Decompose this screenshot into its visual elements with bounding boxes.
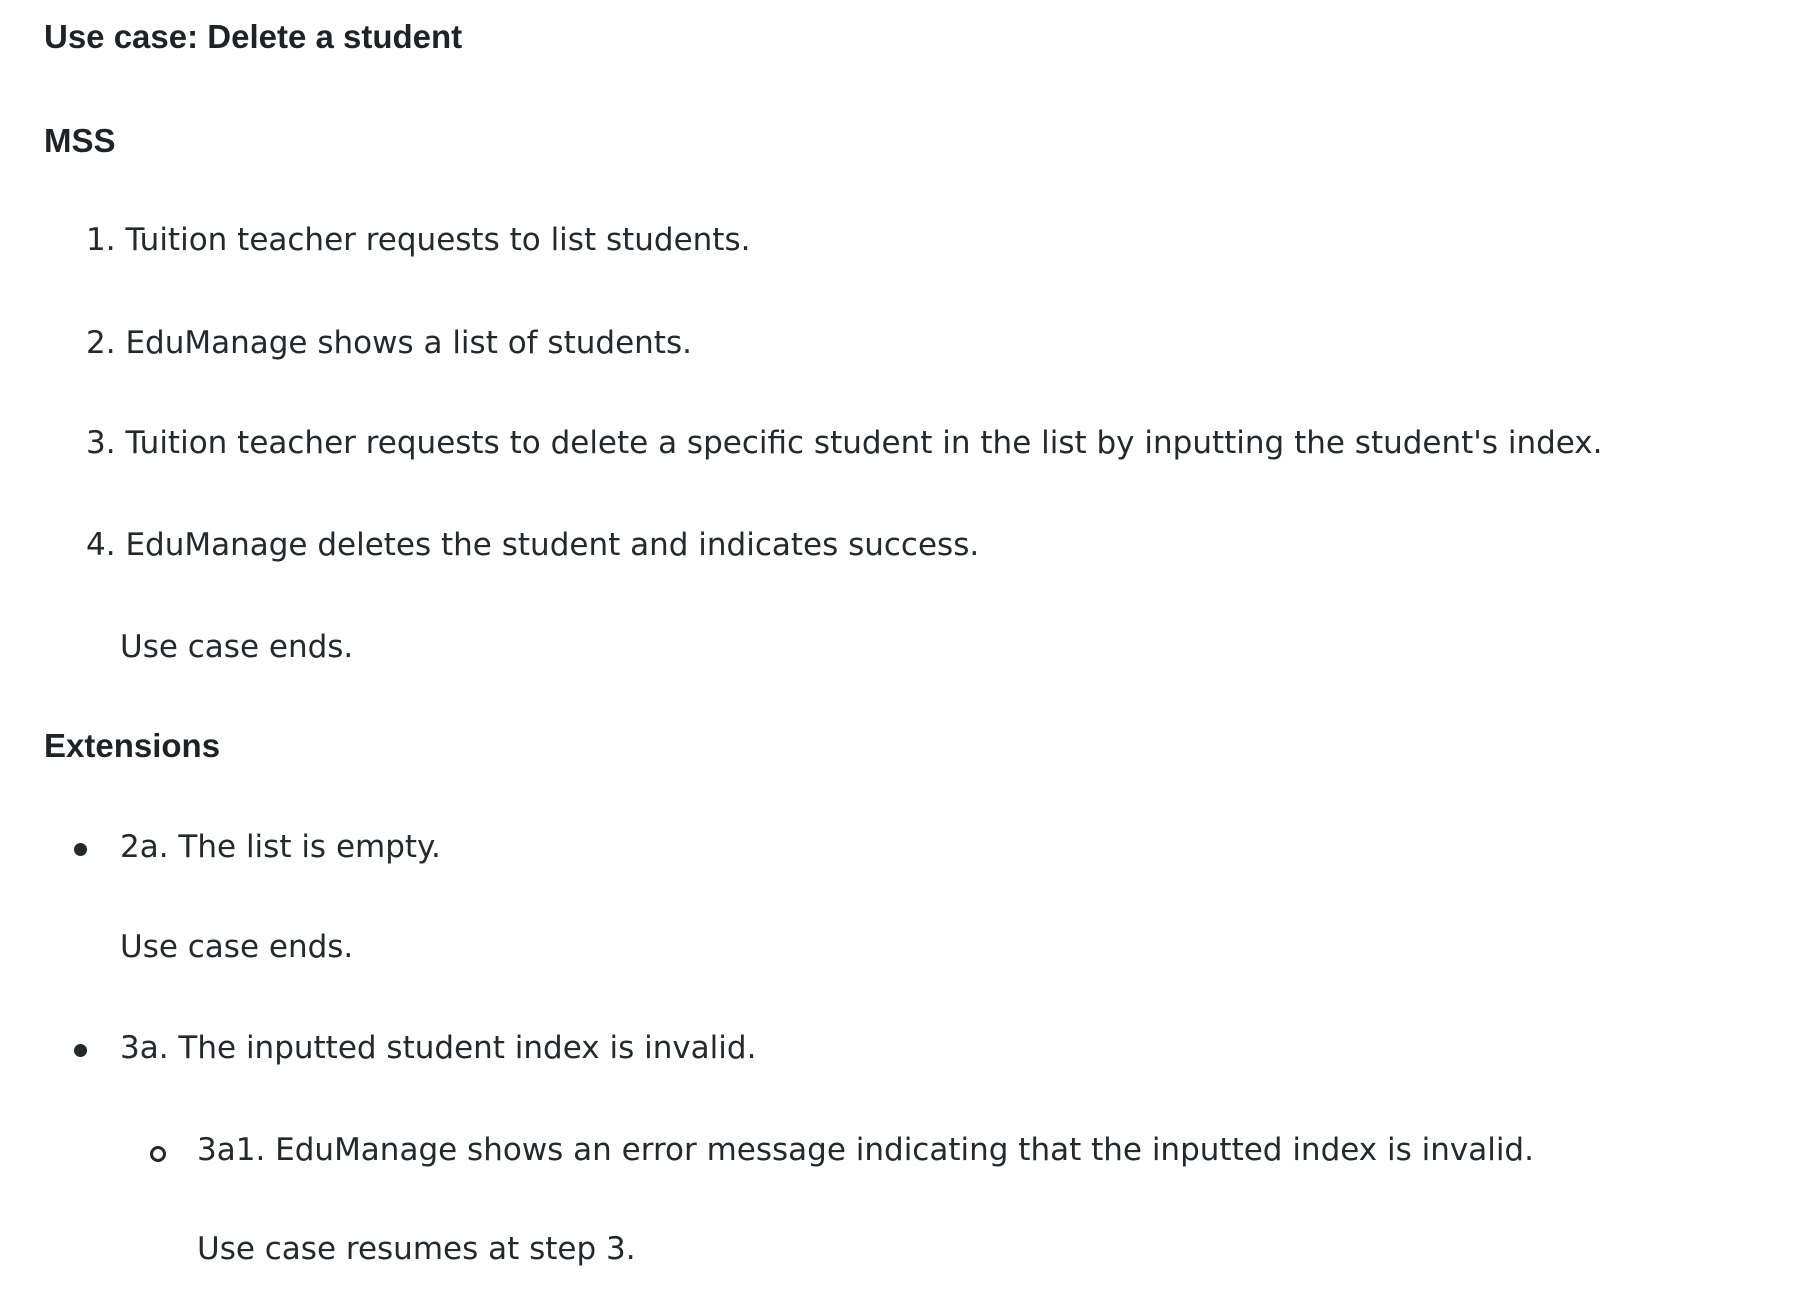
extension-item: 2a. The list is empty. (120, 829, 441, 865)
step-number: 3. (86, 425, 116, 461)
step-text: EduManage deletes the student and indicates success. (125, 527, 980, 563)
step-number: 4. (86, 527, 116, 563)
extension-note: Use case ends. (120, 929, 354, 965)
step-number: 1. (86, 222, 116, 258)
extension-sub-item: 3a1. EduManage shows an error message indicating that the inputted index is invalid. (197, 1132, 1534, 1168)
mss-step (86, 325, 692, 361)
use-case-title: Use case: Delete a student (44, 18, 463, 55)
step-text: Tuition teacher requests to list students. (125, 222, 751, 258)
extension-item: 3a. The inputted student index is invalid. (120, 1030, 757, 1066)
step-text: EduManage shows a list of students. (125, 325, 692, 361)
extension-sub-note: Use case resumes at step 3. (197, 1231, 636, 1267)
mss-step (86, 222, 750, 258)
step-text: Tuition teacher requests to delete a specific student in the list by inputting the student's index. (125, 425, 1603, 461)
extensions-heading: Extensions (44, 727, 221, 764)
bullet-icon (74, 1044, 87, 1057)
mss-step (86, 527, 979, 563)
bullet-icon (74, 843, 87, 856)
step-number: 2. (86, 325, 116, 361)
sub-bullet-icon (150, 1146, 166, 1162)
mss-step (86, 425, 1603, 461)
mss-heading: MSS (44, 122, 116, 159)
mss-end-note: Use case ends. (120, 629, 354, 665)
